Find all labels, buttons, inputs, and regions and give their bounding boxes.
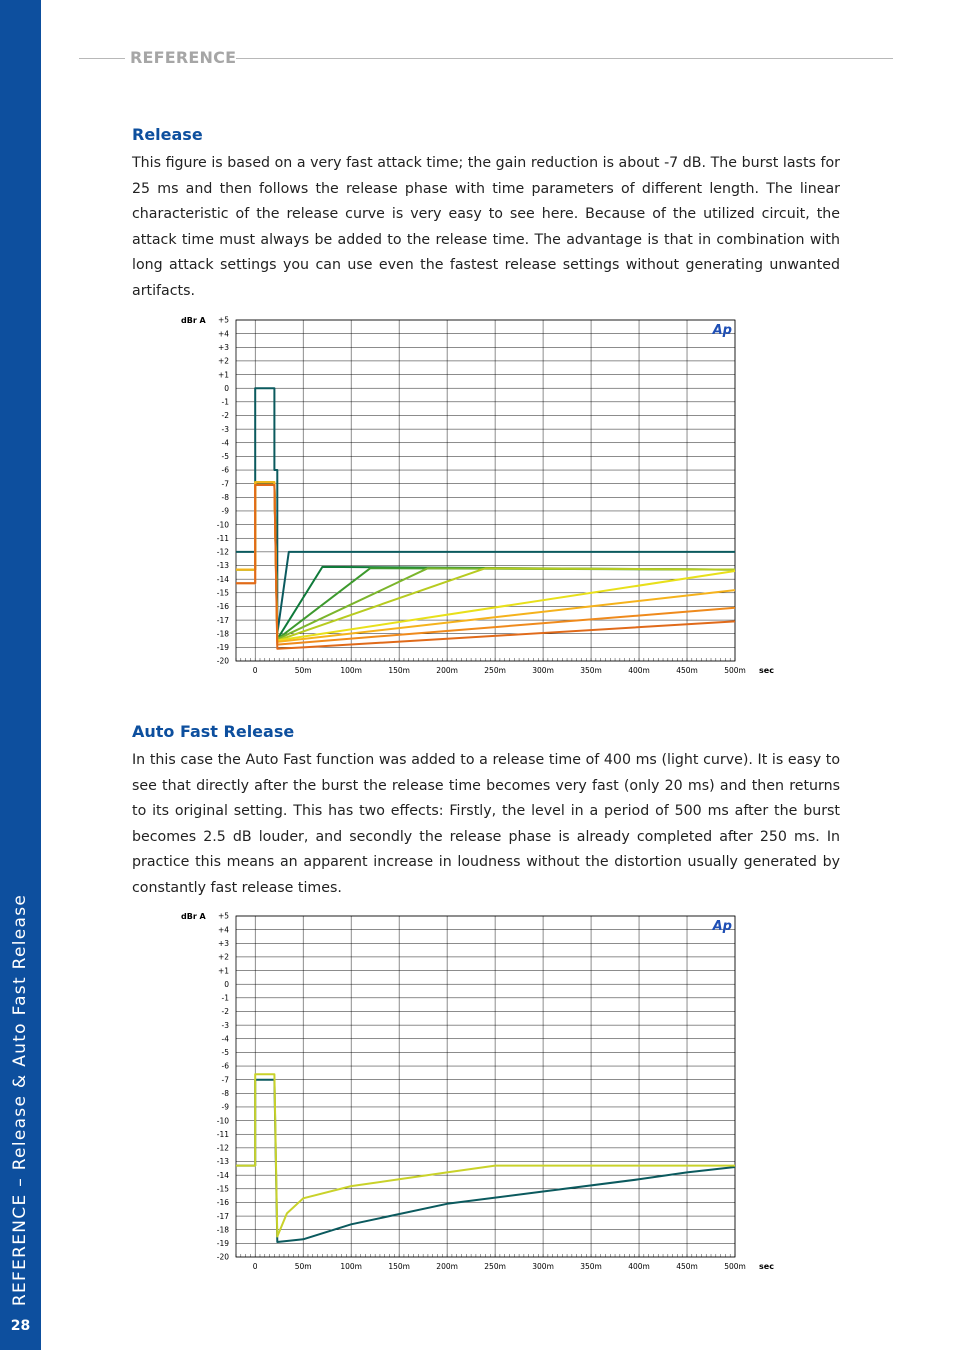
y-tick-label: -9 <box>221 506 229 516</box>
y-tick-label: 0 <box>224 383 229 393</box>
y-tick-label: -7 <box>221 1075 229 1085</box>
ap-logo: Ap <box>712 323 732 338</box>
chart-svg <box>170 312 780 682</box>
y-tick-label: -20 <box>216 656 229 666</box>
y-tick-label: -4 <box>221 438 229 448</box>
chart-svg <box>170 908 780 1278</box>
y-tick-label: +1 <box>217 966 229 976</box>
header-rule-right <box>236 58 893 59</box>
x-tick-label: 350m <box>580 666 602 675</box>
y-tick-label: -3 <box>221 1020 229 1030</box>
y-tick-label: -2 <box>221 1007 229 1017</box>
y-tick-label: -15 <box>216 588 229 598</box>
x-tick-label: 0 <box>252 666 258 675</box>
section-title-release: Release <box>132 125 203 144</box>
y-tick-label: -18 <box>216 1225 229 1235</box>
plot-frame <box>236 916 735 1257</box>
x-tick-label: 450m <box>676 1262 698 1271</box>
y-tick-label: -13 <box>216 561 229 571</box>
x-axis-label: sec <box>759 1262 774 1271</box>
y-tick-label: -12 <box>216 1143 229 1153</box>
y-tick-label: -13 <box>216 1157 229 1167</box>
y-tick-label: +5 <box>217 911 229 921</box>
x-tick-label: 500m <box>724 1262 746 1271</box>
y-tick-label: -5 <box>221 1048 229 1058</box>
x-tick-label: 50m <box>294 1262 312 1271</box>
x-tick-label: 250m <box>484 666 506 675</box>
x-tick-label: 150m <box>388 666 410 675</box>
page-number: 28 <box>10 1318 31 1334</box>
section-body-release: This figure is based on a very fast attack time; the gain reduction is about -7 dB. The burst lasts for 25 ms and then follows the release phase with time parameters of different length. The linear characteristic of the release curve is very easy to see here. Because of the utilized circuit, the attack time must always be added to the release time. The advantage is that in combination with long attack settings you can use even the fastest release settings without generating unwanted artifacts. <box>132 155 840 299</box>
x-tick-label: 400m <box>628 666 650 675</box>
y-tick-label: -20 <box>216 1252 229 1262</box>
release-chart <box>170 312 780 682</box>
y-tick-label: +3 <box>217 342 229 352</box>
x-axis-label: sec <box>759 666 774 675</box>
x-tick-label: 250m <box>484 1262 506 1271</box>
y-tick-label: -11 <box>216 1129 229 1139</box>
y-tick-label: -12 <box>216 547 229 557</box>
y-tick-label: -19 <box>216 643 229 653</box>
x-tick-label: 400m <box>628 1262 650 1271</box>
y-tick-label: +2 <box>217 952 229 962</box>
y-tick-label: -7 <box>221 479 229 489</box>
y-tick-label: -10 <box>216 520 229 530</box>
y-tick-label: -19 <box>216 1239 229 1249</box>
y-tick-label: -8 <box>221 1089 229 1099</box>
x-tick-label: 300m <box>532 1262 554 1271</box>
y-axis-label: dBr A <box>181 912 206 921</box>
section-title-auto-fast-release: Auto Fast Release <box>132 722 295 741</box>
header-label: REFERENCE <box>130 48 237 67</box>
header-rule-left <box>79 58 125 59</box>
y-tick-label: -16 <box>216 1198 229 1208</box>
x-tick-label: 50m <box>294 666 312 675</box>
y-tick-label: -15 <box>216 1184 229 1194</box>
y-tick-label: -1 <box>221 993 229 1003</box>
y-axis-label: dBr A <box>181 316 206 325</box>
x-tick-label: 200m <box>436 666 458 675</box>
y-tick-label: -10 <box>216 1116 229 1126</box>
sidebar <box>0 0 41 1350</box>
y-tick-label: +5 <box>217 315 229 325</box>
y-tick-label: -8 <box>221 493 229 503</box>
y-tick-label: -1 <box>221 397 229 407</box>
y-tick-label: -11 <box>216 533 229 543</box>
y-tick-label: +3 <box>217 938 229 948</box>
y-tick-label: -6 <box>221 465 229 475</box>
y-tick-label: -17 <box>216 615 229 625</box>
y-tick-label: -16 <box>216 602 229 612</box>
sidebar-chapter-title: REFERENCE – Release & Auto Fast Release <box>10 893 30 1307</box>
y-tick-label: -4 <box>221 1034 229 1044</box>
x-tick-label: 450m <box>676 666 698 675</box>
y-tick-label: -14 <box>216 1170 229 1180</box>
y-tick-label: 0 <box>224 979 229 989</box>
y-tick-label: -3 <box>221 424 229 434</box>
ap-logo: Ap <box>712 919 732 934</box>
y-tick-label: -6 <box>221 1061 229 1071</box>
y-tick-label: -9 <box>221 1102 229 1112</box>
x-tick-label: 500m <box>724 666 746 675</box>
y-tick-label: -18 <box>216 629 229 639</box>
y-tick-label: -14 <box>216 574 229 584</box>
y-tick-label: -17 <box>216 1211 229 1221</box>
x-tick-label: 100m <box>340 1262 362 1271</box>
x-tick-label: 300m <box>532 666 554 675</box>
y-tick-label: -5 <box>221 452 229 462</box>
y-tick-label: +4 <box>217 925 229 935</box>
y-tick-label: +2 <box>217 356 229 366</box>
y-tick-label: +4 <box>217 329 229 339</box>
x-tick-label: 350m <box>580 1262 602 1271</box>
y-tick-label: +1 <box>217 370 229 380</box>
y-tick-label: -2 <box>221 411 229 421</box>
x-tick-label: 100m <box>340 666 362 675</box>
x-tick-label: 0 <box>252 1262 258 1271</box>
auto-fast-release-chart <box>170 908 780 1278</box>
x-tick-label: 200m <box>436 1262 458 1271</box>
section-body-auto-fast-release: In this case the Auto Fast function was added to a release time of 400 ms (light curve). It is easy to see that directly after the burst the release time becomes very fast (only 20 ms) and then returns to its original setting. This has two effects: Firstly, the level in a period of 500 ms after the burst becomes 2.5 dB louder, and secondly the release phase is already completed after 250 ms. In practice this means an apparent increase in loudness without the distortion usually generated by constantly fast release times. <box>132 752 840 896</box>
x-tick-label: 150m <box>388 1262 410 1271</box>
